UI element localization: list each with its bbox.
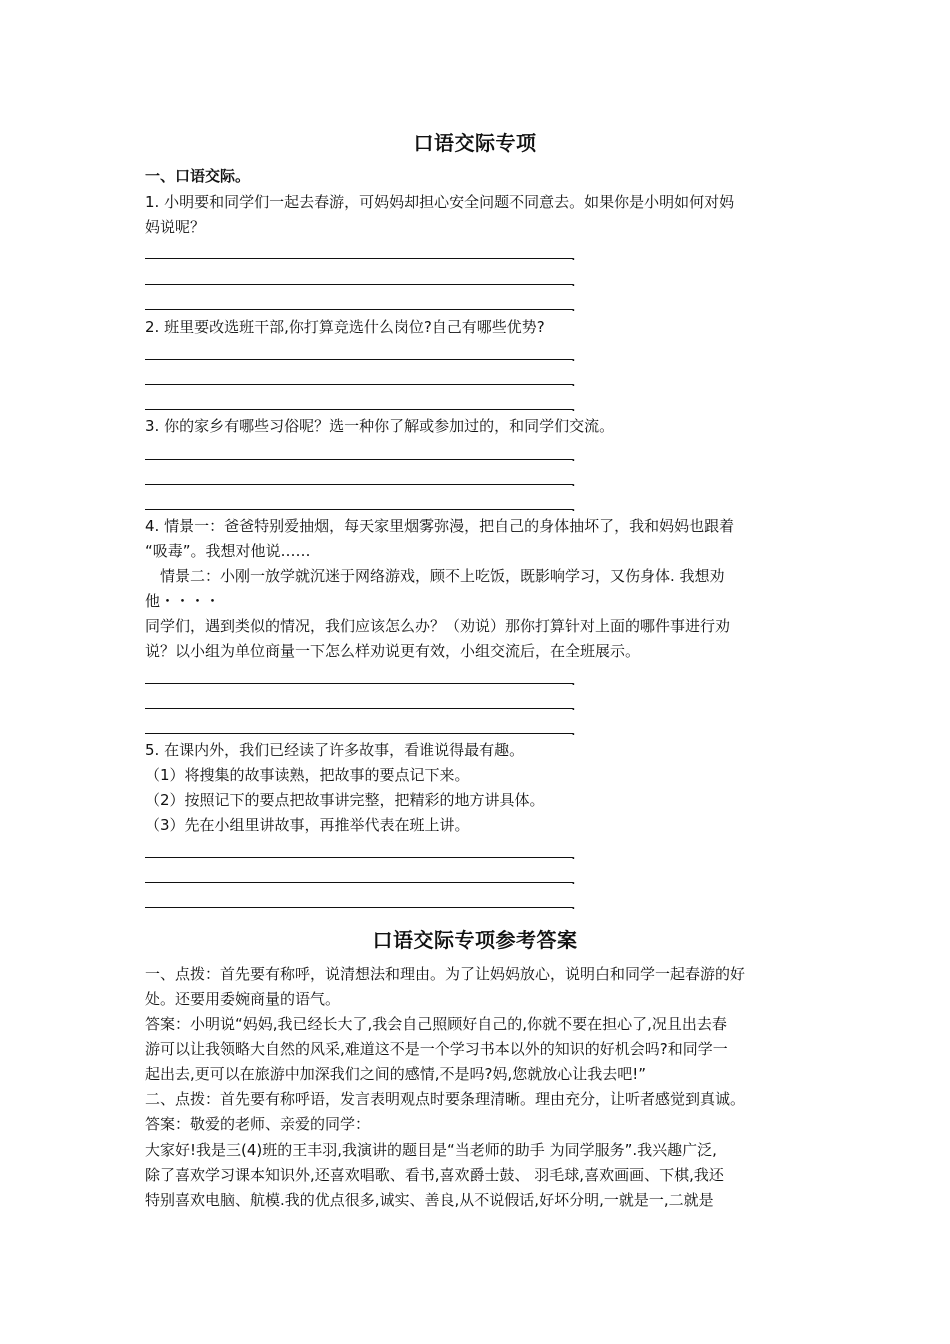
answer-blank-line[interactable]: [145, 359, 573, 360]
question-1-text: 1. 小明要和同学们一起去春游，可妈妈却担心安全问题不同意去。如果你是小明如何对妈: [145, 193, 735, 211]
blank-end-dot: .: [571, 870, 576, 888]
answer-blank-line[interactable]: [145, 409, 573, 410]
answer-blank-line[interactable]: [145, 882, 573, 883]
answer-text-line: 游可以让我领略大自然的风采,难道这不是一个学习书本以外的知识的好机会吗?和同学一: [145, 1040, 728, 1058]
blank-end-dot: .: [571, 696, 576, 714]
question-4-prompt: 同学们，遇到类似的情况，我们应该怎么办？（劝说）那你打算针对上面的哪件事进行劝: [145, 617, 731, 635]
question-5-step-2: （2）按照记下的要点把故事讲完整，把精彩的地方讲具体。: [145, 791, 545, 809]
blank-end-dot: .: [571, 397, 576, 415]
question-4-scenario-2-cont: 他・・・・: [145, 592, 221, 610]
blank-end-dot: .: [571, 845, 576, 863]
answer-text-line: 起出去,更可以在旅游中加深我们之间的感情,不是吗?妈,您就放心让我去吧!”: [145, 1065, 647, 1083]
answer-blank-line[interactable]: [145, 857, 573, 858]
answer-text-line: 一、点拨：首先要有称呼，说清想法和理由。为了让妈妈放心，说明白和同学一起春游的好: [145, 965, 746, 983]
answer-blank-line[interactable]: [145, 509, 573, 510]
answer-text-line: 大家好!我是三(4)班的王丰羽,我演讲的题目是“当老师的助手 为同学服务”.我兴趣广泛,: [145, 1141, 717, 1159]
page-title: 口语交际专项: [413, 131, 537, 155]
answer-text-line: 二、点拨：首先要有称呼语，发言表明观点时要条理清晰。理由充分，让听者感觉到真诚。: [145, 1090, 746, 1108]
question-4-text-cont: “吸毒”。我想对他说……: [145, 542, 311, 560]
answer-text-line: 除了喜欢学习课本知识外,还喜欢唱歌、看书,喜欢爵士鼓、 羽毛球,喜欢画画、下棋,我还: [145, 1166, 724, 1184]
answer-blank-line[interactable]: [145, 284, 573, 285]
answer-blank-line[interactable]: [145, 708, 573, 709]
answer-text-line: 特别喜欢电脑、航模.我的优点很多,诚实、善良,从不说假话,好坏分明,一就是一,二就是: [145, 1191, 714, 1209]
answer-text-line: 答案：敬爱的老师、亲爱的同学：: [145, 1115, 371, 1133]
blank-end-dot: .: [571, 447, 576, 465]
question-5-text: 5. 在课内外，我们已经读了许多故事，看谁说得最有趣。: [145, 741, 525, 759]
answer-blank-line[interactable]: [145, 907, 573, 908]
answers-title: 口语交际专项参考答案: [372, 928, 578, 952]
answer-blank-line[interactable]: [145, 484, 573, 485]
blank-end-dot: .: [571, 372, 576, 390]
answer-blank-line[interactable]: [145, 258, 573, 259]
answer-blank-line[interactable]: [145, 309, 573, 310]
answer-text-line: 答案：小明说“妈妈,我已经长大了,我会自己照顾好自己的,你就不要在担心了,况且出去春: [145, 1015, 727, 1033]
blank-end-dot: .: [571, 472, 576, 490]
blank-end-dot: .: [571, 895, 576, 913]
question-4-prompt-cont: 说？以小组为单位商量一下怎么样劝说更有效，小组交流后，在全班展示。: [145, 642, 641, 660]
answer-blank-line[interactable]: [145, 683, 573, 684]
blank-end-dot: .: [571, 272, 576, 290]
blank-end-dot: .: [571, 347, 576, 365]
blank-end-dot: .: [571, 671, 576, 689]
section-heading: 一、口语交际。: [145, 167, 251, 185]
question-4-scenario-2: 情景二：小刚一放学就沉迷于网络游戏，顾不上吃饭，既影响学习，又伤身体. 我想劝: [160, 567, 725, 585]
question-5-step-3: （3）先在小组里讲故事，再推举代表在班上讲。: [145, 816, 470, 834]
answer-blank-line[interactable]: [145, 384, 573, 385]
question-5-step-1: （1）将搜集的故事读熟，把故事的要点记下来。: [145, 766, 470, 784]
answer-text-line: 处。还要用委婉商量的语气。: [145, 990, 341, 1008]
blank-end-dot: .: [571, 497, 576, 515]
blank-end-dot: .: [571, 297, 576, 315]
question-2-text: 2. 班里要改选班干部,你打算竞选什么岗位?自己有哪些优势?: [145, 318, 545, 336]
answer-blank-line[interactable]: [145, 459, 573, 460]
question-4-text: 4. 情景一：爸爸特别爱抽烟，每天家里烟雾弥漫，把自己的身体抽坏了，我和妈妈也跟着: [145, 517, 735, 535]
blank-end-dot: .: [571, 246, 576, 264]
blank-end-dot: .: [571, 721, 576, 739]
answer-blank-line[interactable]: [145, 733, 573, 734]
question-1-text-cont: 妈说呢？: [145, 218, 206, 236]
question-3-text: 3. 你的家乡有哪些习俗呢？选一种你了解或参加过的，和同学们交流。: [145, 417, 615, 435]
